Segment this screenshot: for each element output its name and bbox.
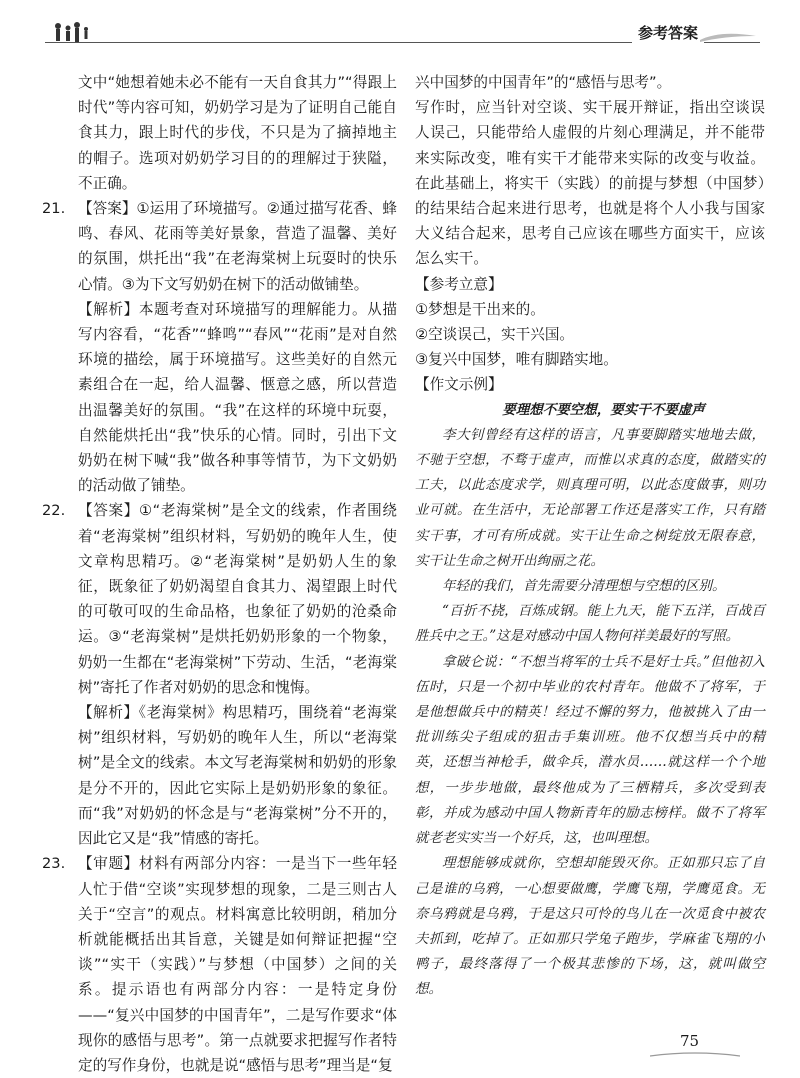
idea-item: ①梦想是干出来的。: [415, 300, 545, 318]
essay-paragraph: 年轻的我们，首先需要分清理想与空想的区别。: [442, 578, 726, 595]
question-21: [42, 196, 397, 498]
header-swoosh-icon: [700, 28, 756, 44]
right-column: [415, 70, 765, 1003]
sample-heading: 【作文示例】: [415, 376, 503, 394]
question-22: [42, 498, 397, 851]
analysis-paragraph: 【解析】本题考查对环境描写的理解能力。从描写内容看，“花香”“蜂鸣”“春风”“花雨”是对自然环境的描绘，属于环境描写。这些美好的自然元素组合在一起，给人温馨、惬意之感，所以营造出温馨美好的氛围。“我”在这样的环境中玩耍，自然能烘托出“我”快乐的心情。同时，引出下文奶奶在树下喊“我”做各种事等情节，为下文奶奶的活动做了铺垫。: [78, 300, 397, 495]
footer-swoosh-icon: [650, 1050, 740, 1060]
essay-paragraph: 拿破仑说：“不想当将军的士兵不是好士兵。”但他初入伍时，只是一个初中毕业的农村青年。他做不了将军，于是他想做兵中的精英！经过不懈的努力，他被挑入了由一批训练尖子组成的狙击手集训班。他不仅想当兵中的精英，还想当神枪手，做伞兵，潜水员……就这样一个个地想，一步步地做，最终他成为了三栖精兵，多次受到表彰，并成为感动中国人物新青年的励志榜样。做不了将军就老老实实当一个好兵，这，也叫理想。: [415, 653, 765, 847]
answer-paragraph: 【答案】①运用了环境描写。②通过描写花香、蜂鸣、春风、花雨等美好景象，营造了温馨、美好的氛围，烘托出“我”在老海棠树上玩耍时的快乐心情。③为下文写奶奶在树下的活动做铺垫。: [78, 200, 397, 293]
idea-item: ②空谈误己，实干兴国。: [415, 326, 575, 344]
continued-paragraph: 兴中国梦的中国青年”的“感悟与思考”。: [415, 74, 672, 91]
header-label: 参考答案: [632, 22, 704, 43]
question-number: 23.: [42, 855, 66, 873]
answer-paragraph: 【答案】①“老海棠树”是全文的线索，作者围绕着“老海棠树”组织材料，写奶奶的晚年人生，使文章构思精巧。②“老海棠树”是奶奶人生的象征，既象征了奶奶渴望自食其力、渴望跟上时代的可敬可叹的生命品格，也象征了奶奶的沧桑命运。③“老海棠树”是烘托奶奶形象的一个物象，奶奶一生都在“老海棠树”下劳动、生活，“老海棠树”寄托了作者对奶奶的思念和愧悔。: [78, 502, 397, 696]
idea-heading: 【参考立意】: [415, 275, 503, 293]
essay-paragraph: “百折不挠，百炼成钢。能上九天，能下五洋，百战百胜兵中之王。”这是对感动中国人物何祥美最好的写照。: [415, 603, 765, 645]
question-number: 21.: [42, 200, 66, 218]
question-23: [42, 851, 397, 1078]
essay-paragraph: 理想能够成就你，空想却能毁灭你。正如那只忘了自己是谁的乌鸦，一心想要做鹰，学鹰飞翔，学鹰觅食。无奈乌鸦就是乌鸦，于是这只可怜的鸟儿在一次觅食中被农夫抓到，吃掉了。正如那只学兔子跑步，学麻雀飞翔的小鸭子，最终落得了一个极其悲惨的下场，这，就叫做空想。: [415, 855, 765, 998]
review-paragraph: 【审题】材料有两部分内容：一是当下一些年轻人忙于借“空谈”实现梦想的现象，二是三则古人关于“空言”的观点。材料寓意比较明朗，稍加分析就能概括出其旨意，关键是如何辩证把握“空谈”“实干（实践）”与梦想（中国梦）之间的关系。提示语也有两部分内容：一是特定身份——“复兴中国梦的中国青年”，二是写作要求“体现你的感悟与思考”。第一点就要求把握写作者特定的写作身份，也就是说“感悟与思考”理当是“复: [78, 855, 397, 1074]
writing-guidance: 写作时，应当针对空谈、实干展开辩证，指出空谈误人误己，只能带给人虚假的片刻心理满足，并不能带来实际改变，唯有实干才能带来实际的改变与收益。在此基础上，将实干（实践）的前提与梦想（中国梦）的结果结合起来进行思考，也就是将个人小我与国家大义结合起来，思考自己应该在哪些方面实干，应该怎么实干。: [415, 99, 765, 268]
intro-paragraph: 文中“她想着她未必不能有一天自食其力”“得跟上时代”等内容可知，奶奶学习是为了证明自己能自食其力，跟上时代的步伐，不只是为了摘掉地主的帽子。选项对奶奶学习目的的理解过于狭隘，不正确。: [78, 74, 397, 192]
essay-paragraph: 李大钊曾经有这样的语言，凡事要脚踏实地地去做，不驰于空想，不骛于虚声，而惟以求真的态度，做踏实的工夫，以此态度求学，则真理可明，以此态度做事，则功业可就。在生活中，无论部署工作还是落实工作，只有踏实干事，才可有所成就。实干让生命之树绽放无限春意，实干让生命之树开出绚丽之花。: [415, 426, 765, 569]
question-number: 22.: [42, 502, 66, 520]
left-column: [42, 70, 397, 1078]
essay-title: 要理想不要空想，要实干不要虚声: [502, 401, 705, 418]
analysis-paragraph: 【解析】《老海棠树》构思精巧，围绕着“老海棠树”组织材料，写奶奶的晚年人生，所以“老海棠树”是全文的线索。本文写老海棠树和奶奶的形象是分不开的，因此它实际上是奶奶形象的象征。而“我”对奶奶的怀念是与“老海棠树”分不开的，因此它又是“我”情感的寄托。: [78, 704, 397, 848]
page-number: 75: [680, 1032, 700, 1050]
page-header: [0, 0, 800, 55]
idea-item: ③复兴中国梦，唯有脚踏实地。: [415, 351, 618, 369]
people-silhouette-icon: [52, 22, 92, 48]
sample-essay: [415, 398, 765, 1003]
